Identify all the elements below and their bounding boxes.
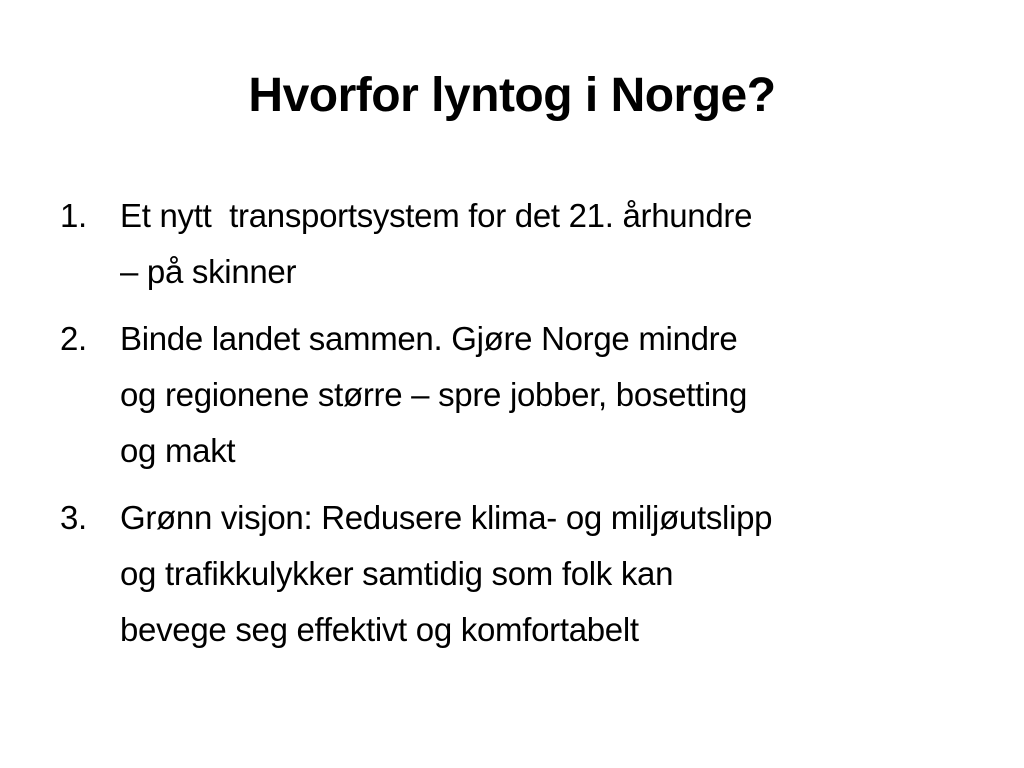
list-item (60, 490, 980, 658)
list-item-text-line: bevege seg effektivt og komfortabelt (120, 611, 639, 648)
list-item (60, 188, 980, 300)
slide-title: Hvorfor lyntog i Norge? (248, 69, 776, 122)
list-item-number: 1. (60, 197, 87, 234)
list-item-number: 2. (60, 320, 87, 357)
list-item-text-line: Grønn visjon: Redusere klima- og miljøutslipp (120, 499, 773, 536)
list-item-text-line: – på skinner (120, 253, 297, 290)
list-item-number: 3. (60, 499, 87, 536)
list-item-text-line: Binde landet sammen. Gjøre Norge mindre (120, 320, 738, 357)
numbered-list (60, 188, 980, 669)
list-item-text-line: og regionene større – spre jobber, bosetting (120, 376, 748, 413)
list-item (60, 311, 980, 479)
list-item-text-line: og trafikkulykker samtidig som folk kan (120, 555, 674, 592)
list-item-text-line: Et nytt transportsystem for det 21. århundre (120, 197, 753, 234)
list-item-text-line: og makt (120, 432, 236, 469)
